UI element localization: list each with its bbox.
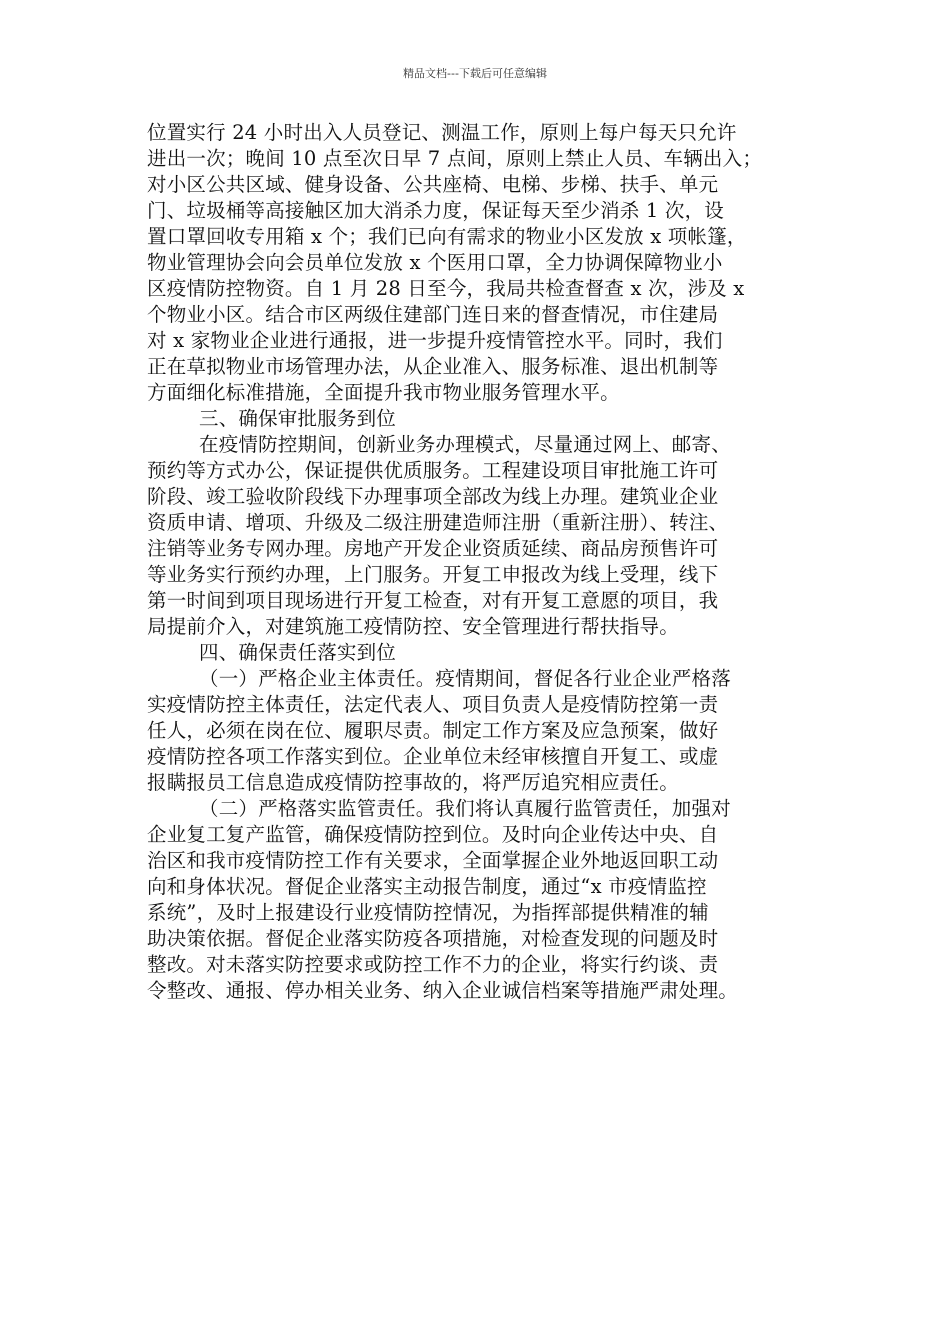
body-line: 门、垃圾桶等高接触区加大消杀力度，保证每天至少消杀 1 次，设 (147, 199, 725, 222)
body-line: 疫情防控各项工作落实到位。企业单位未经审核擅自开复工、或虚 (147, 745, 719, 768)
body-line: 企业复工复产监管，确保疫情防控到位。及时向企业传达中央、自 (147, 823, 719, 846)
body-line: 整改。对未落实防控要求或防控工作不力的企业，将实行约谈、责 (147, 953, 719, 976)
body-line: 资质申请、增项、升级及二级注册建造师注册（重新注册）、转注、 (147, 511, 729, 534)
body-line: 物业管理协会向会员单位发放 x 个医用口罩，全力协调保障物业小 (147, 251, 723, 274)
page-header: 精品文档---下载后可任意编辑 (403, 67, 547, 80)
body-line: 区疫情防控物资。自 1 月 28 日至今，我局共检查督查 x 次，涉及 x (147, 277, 745, 300)
body-line: 对 x 家物业企业进行通报，进一步提升疫情管控水平。同时，我们 (147, 329, 723, 352)
body-line: 实疫情防控主体责任，法定代表人、项目负责人是疫情防控第一责 (147, 693, 719, 716)
body-line: 报瞒报员工信息造成疫情防控事故的，将严厉追究相应责任。 (147, 771, 679, 794)
body-line: 令整改、通报、停办相关业务、纳入企业诚信档案等措施严肃处理。 (147, 979, 739, 1002)
body-line: 向和身体状况。督促企业落实主动报告制度，通过“x 市疫情监控 (147, 875, 707, 898)
body-line: 等业务实行预约办理，上门服务。开复工申报改为线上受理，线下 (147, 563, 719, 586)
body-line: 任人，必须在岗在位、履职尽责。制定工作方案及应急预案，做好 (147, 719, 719, 742)
paragraph-first-line: （二）严格落实监管责任。我们将认真履行监管责任，加强对 (199, 797, 731, 820)
body-line: 局提前介入，对建筑施工疫情防控、安全管理进行帮扶指导。 (147, 615, 679, 638)
body-line: 治区和我市疫情防控工作有关要求，全面掌握企业外地返回职工动 (147, 849, 719, 872)
body-line: 第一时间到项目现场进行开复工检查，对有开复工意愿的项目，我 (147, 589, 719, 612)
body-line: 位置实行 24 小时出入人员登记、测温工作，原则上每户每天只允许 (147, 121, 737, 144)
section-heading: 三、确保审批服务到位 (199, 407, 397, 430)
body-line: 进出一次；晚间 10 点至次日早 7 点间，原则上禁止人员、车辆出入； (147, 147, 763, 170)
body-line: 方面细化标准措施，全面提升我市物业服务管理水平。 (147, 381, 620, 404)
body-line: 阶段、竣工验收阶段线下办理事项全部改为线上办理。建筑业企业 (147, 485, 719, 508)
body-line: 预约等方式办公，保证提供优质服务。工程建设项目审批施工许可 (147, 459, 719, 482)
paragraph-first-line: 在疫情防控期间，创新业务办理模式，尽量通过网上、邮寄、 (199, 433, 731, 456)
body-line: 正在草拟物业市场管理办法，从企业准入、服务标准、退出机制等 (147, 355, 719, 378)
body-line: 助决策依据。督促企业落实防疫各项措施，对检查发现的问题及时 (147, 927, 719, 950)
body-line: 注销等业务专网办理。房地产开发企业资质延续、商品房预售许可 (147, 537, 719, 560)
body-line: 系统”，及时上报建设行业疫情防控情况，为指挥部提供精准的辅 (147, 901, 709, 924)
paragraph-first-line: （一）严格企业主体责任。疫情期间，督促各行业企业严格落 (199, 667, 731, 690)
section-heading: 四、确保责任落实到位 (199, 641, 397, 664)
body-line: 个物业小区。结合市区两级住建部门连日来的督查情况，市住建局 (147, 303, 719, 326)
body-line: 置口罩回收专用箱 x 个；我们已向有需求的物业小区发放 x 项帐篷， (147, 225, 747, 248)
body-line: 对小区公共区域、健身设备、公共座椅、电梯、步梯、扶手、单元 (147, 173, 719, 196)
